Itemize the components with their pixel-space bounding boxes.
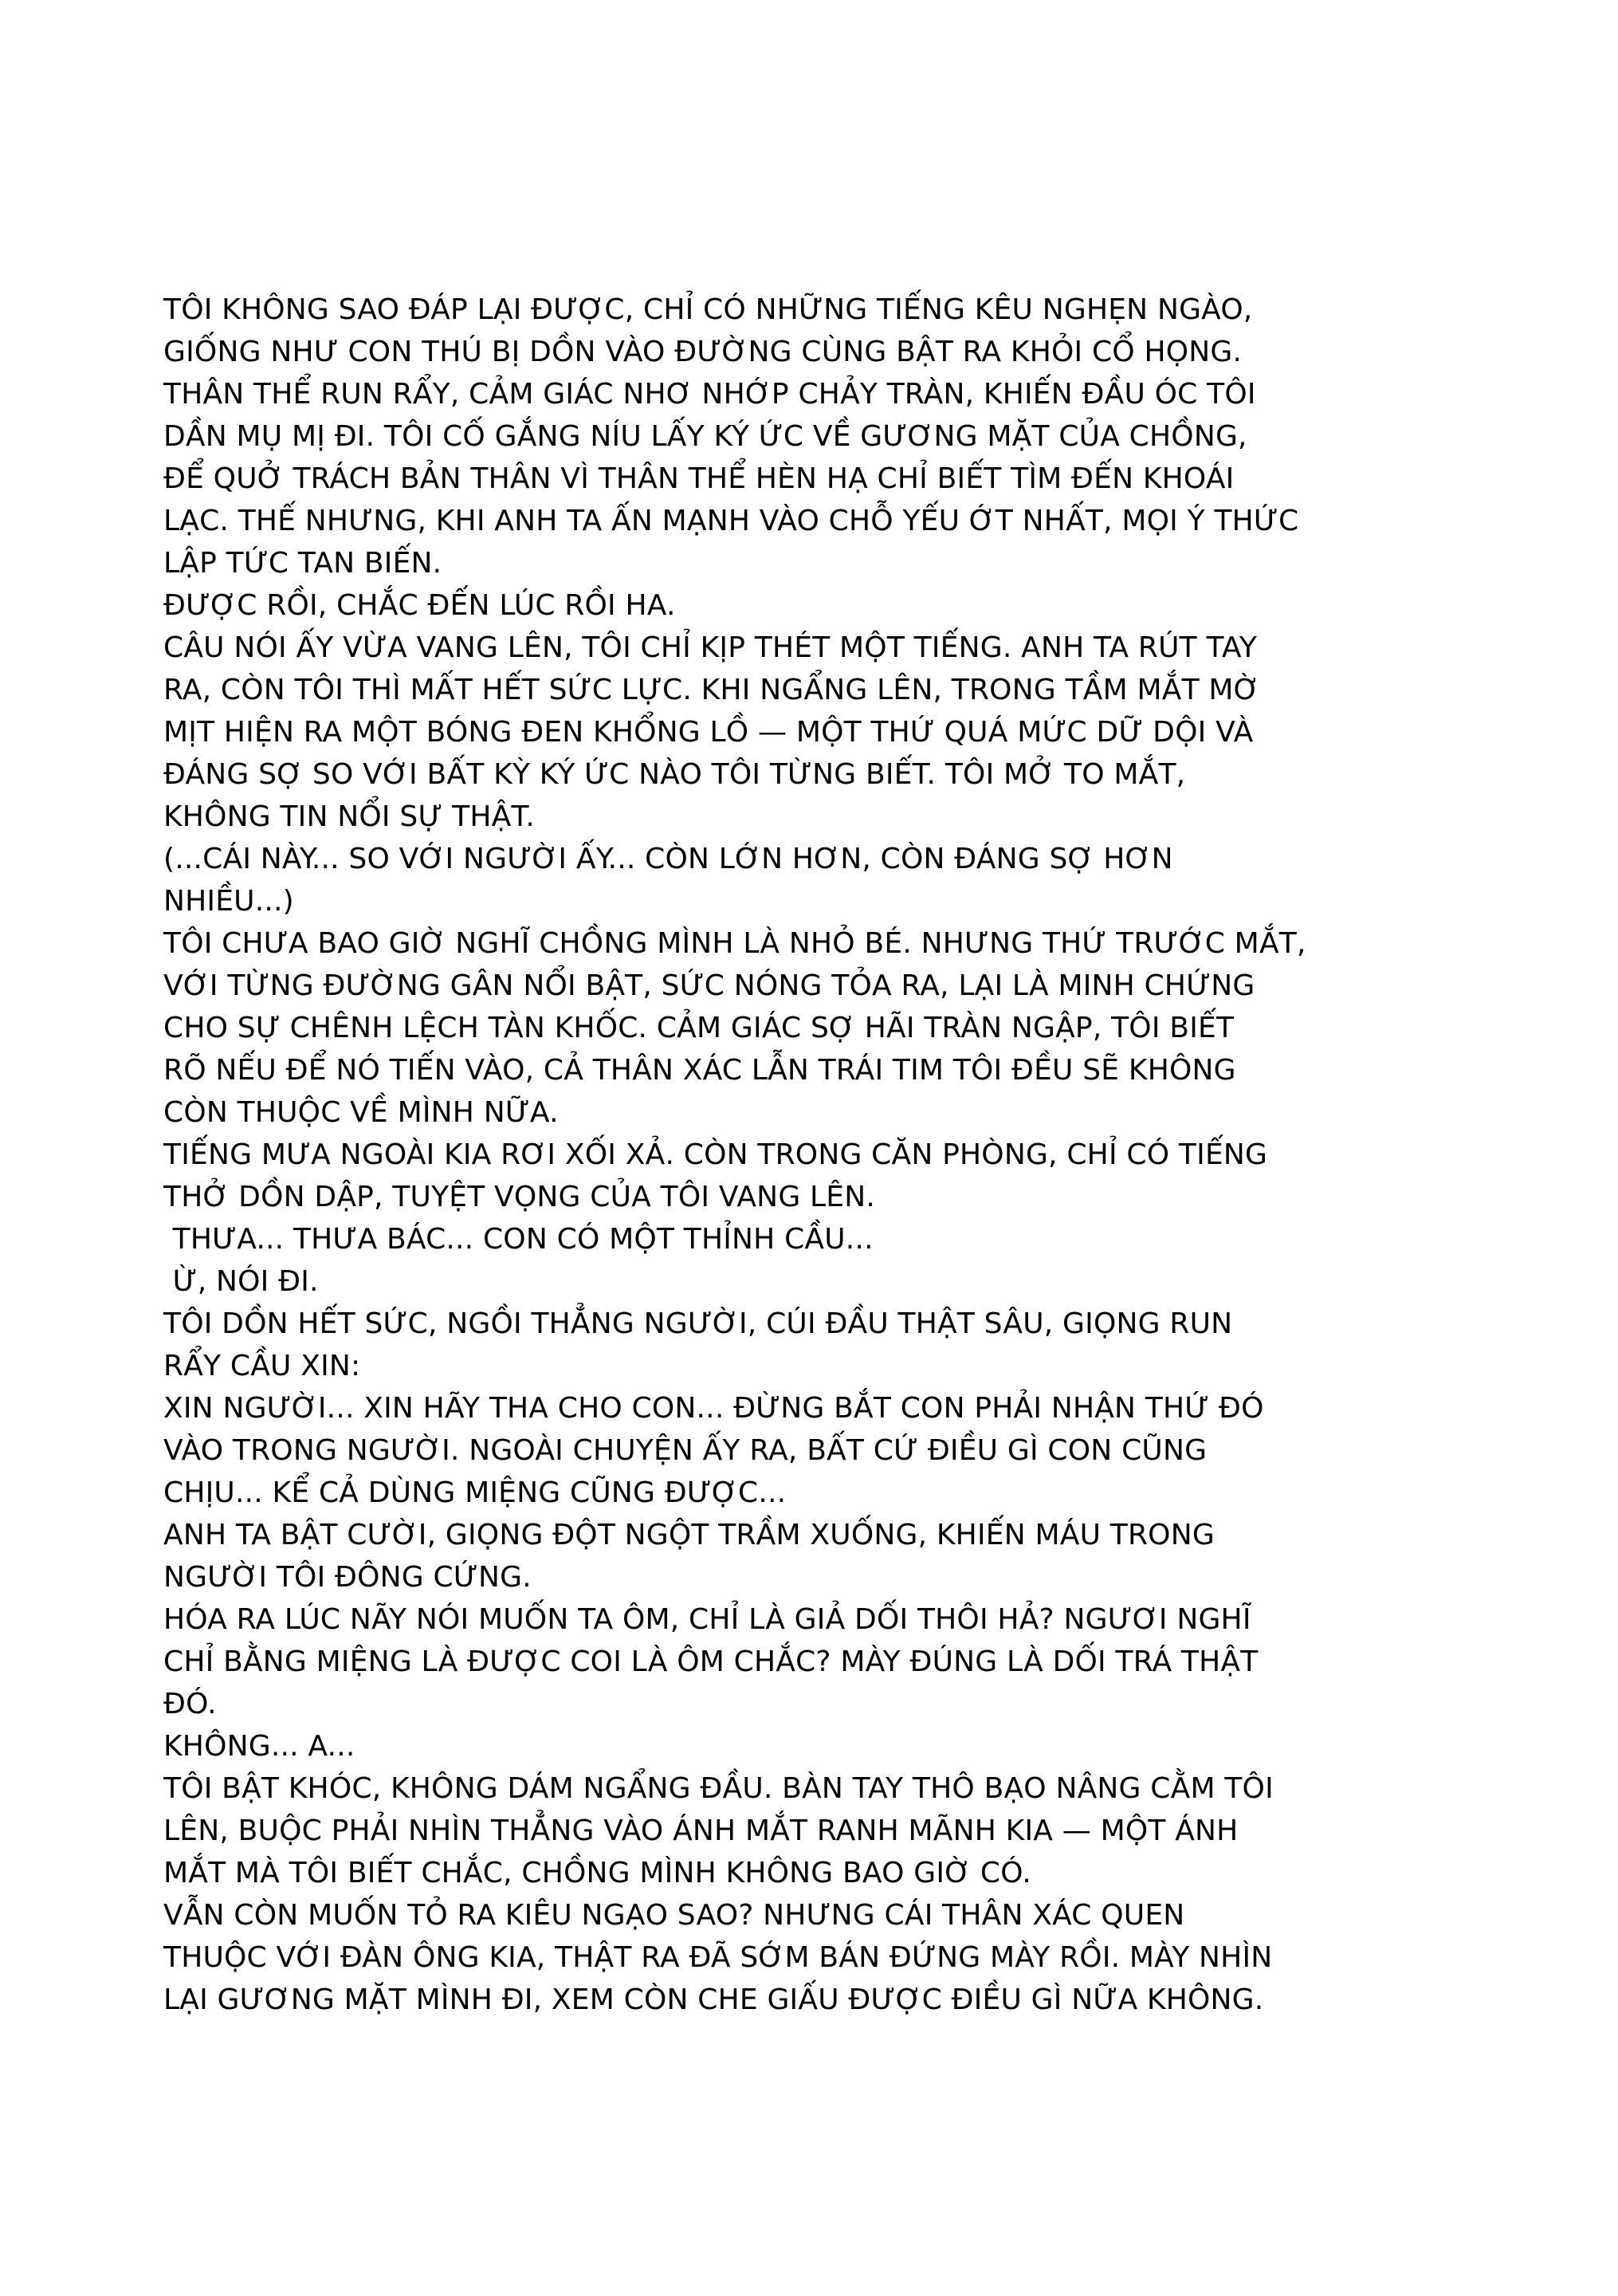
text-line: Ừ, NÓI ĐI. — [163, 1265, 319, 1298]
text-line: LẠC. THẾ NHƯNG, KHI ANH TA ẤN MẠNH VÀO CHỖ YẾU ỚT NHẤT, MỌI Ý THỨC — [163, 505, 1299, 537]
text-line: RÕ NẾU ĐỂ NÓ TIẾN VÀO, CẢ THÂN XÁC LẪN TRÁI TIM TÔI ĐỀU SẼ KHÔNG — [163, 1054, 1236, 1087]
text-line: ĐÓ. — [163, 1688, 217, 1720]
text-line: TÔI CHƯA BAO GIỜ NGHĨ CHỒNG MÌNH LÀ NHỎ BÉ. NHƯNG THỨ TRƯỚC MẮT, — [163, 927, 1306, 960]
text-line: LẠI GƯƠNG MẶT MÌNH ĐI, XEM CÒN CHE GIẤU ĐƯỢC ĐIỀU GÌ NỮA KHÔNG. — [163, 1983, 1264, 2016]
text-line: ĐƯỢC RỒI, CHẮC ĐẾN LÚC RỒI HA. — [163, 589, 676, 622]
text-line: MẮT MÀ TÔI BIẾT CHẮC, CHỒNG MÌNH KHÔNG BAO GIỜ CÓ. — [163, 1857, 1031, 1889]
text-line: THÂN THỂ RUN RẨY, CẢM GIÁC NHƠ NHỚP CHẢY TRÀN, KHIẾN ĐẦU ÓC TÔI — [163, 378, 1256, 411]
text-line: THƯA... THƯA BÁC... CON CÓ MỘT THỈNH CẦU... — [163, 1223, 874, 1256]
text-line: RA, CÒN TÔI THÌ MẤT HẾT SỨC LỰC. KHI NGẨNG LÊN, TRONG TẦM MẮT MỜ — [163, 674, 1260, 706]
text-line: THỞ DỒN DẬP, TUYỆT VỌNG CỦA TÔI VANG LÊN. — [163, 1181, 876, 1213]
text-line: CHỈ BẰNG MIỆNG LÀ ĐƯỢC COI LÀ ÔM CHẮC? MÀY ĐÚNG LÀ DỐI TRÁ THẬT — [163, 1645, 1259, 1678]
text-line: XIN NGƯỜI... XIN HÃY THA CHO CON... ĐỪNG BẮT CON PHẢI NHẬN THỨ ĐÓ — [163, 1392, 1264, 1425]
text-line: ĐỂ QUỞ TRÁCH BẢN THÂN VÌ THÂN THỂ HÈN HẠ CHỈ BIẾT TÌM ĐẾN KHOÁI — [163, 462, 1235, 495]
text-line: RẨY CẦU XIN: — [163, 1350, 361, 1382]
text-line: VÀO TRONG NGƯỜI. NGOÀI CHUYỆN ẤY RA, BẤT CỨ ĐIỀU GÌ CON CŨNG — [163, 1434, 1208, 1467]
text-line: ĐÁNG SỢ SO VỚI BẤT KỲ KÝ ỨC NÀO TÔI TỪNG BIẾT. TÔI MỞ TO MẮT, — [163, 758, 1186, 791]
text-line: CHỊU... KỂ CẢ DÙNG MIỆNG CŨNG ĐƯỢC... — [163, 1476, 787, 1509]
text-line: TIẾNG MƯA NGOÀI KIA RƠI XỐI XẢ. CÒN TRONG CĂN PHÒNG, CHỈ CÓ TIẾNG — [163, 1138, 1268, 1171]
text-block — [163, 289, 1383, 2021]
text-line: NHIỀU...) — [163, 885, 294, 918]
text-line: CÂU NÓI ẤY VỪA VANG LÊN, TÔI CHỈ KỊP THÉT MỘT TIẾNG. ANH TA RÚT TAY — [163, 631, 1258, 664]
text-line: MỊT HIỆN RA MỘT BÓNG ĐEN KHỔNG LỒ — MỘT THỨ QUÁ MỨC DỮ DỘI VÀ — [163, 716, 1254, 749]
text-line: VẪN CÒN MUỐN TỎ RA KIÊU NGẠO SAO? NHƯNG CÁI THÂN XÁC QUEN — [163, 1899, 1185, 1932]
text-line: CHO SỰ CHÊNH LỆCH TÀN KHỐC. CẢM GIÁC SỢ HÃI TRÀN NGẬP, TÔI BIẾT — [163, 1012, 1235, 1044]
text-line: DẦN MỤ MỊ ĐI. TÔI CỐ GẮNG NÍU LẤY KÝ ỨC VỀ GƯƠNG MẶT CỦA CHỒNG, — [163, 420, 1247, 453]
text-line: THUỘC VỚI ĐÀN ÔNG KIA, THẬT RA ĐÃ SỚM BÁN ĐỨNG MÀY RỒI. MÀY NHÌN — [163, 1941, 1273, 1974]
text-line: NGƯỜI TÔI ĐÔNG CỨNG. — [163, 1561, 532, 1594]
text-line: LẬP TỨC TAN BIẾN. — [163, 547, 442, 580]
text-line: TÔI BẬT KHÓC, KHÔNG DÁM NGẨNG ĐẦU. BÀN TAY THÔ BẠO NÂNG CẰM TÔI — [163, 1772, 1274, 1805]
text-line: (...CÁI NÀY... SO VỚI NGƯỜI ẤY... CÒN LỚN HƠN, CÒN ĐÁNG SỢ HƠN — [163, 843, 1173, 875]
text-line: CÒN THUỘC VỀ MÌNH NỮA. — [163, 1096, 559, 1129]
text-line: TÔI KHÔNG SAO ĐÁP LẠI ĐƯỢC, CHỈ CÓ NHỮNG TIẾNG KÊU NGHẸN NGÀO, — [163, 293, 1253, 326]
text-line: KHÔNG TIN NỔI SỰ THẬT. — [163, 800, 536, 833]
text-line: KHÔNG... A... — [163, 1730, 355, 1763]
text-line: HÓA RA LÚC NÃY NÓI MUỐN TA ÔM, CHỈ LÀ GIẢ DỐI THÔI HẢ? NGƯƠI NGHĨ — [163, 1603, 1251, 1636]
text-line: TÔI DỒN HẾT SỨC, NGỒI THẲNG NGƯỜI, CÚI ĐẦU THẬT SÂU, GIỌNG RUN — [163, 1307, 1233, 1340]
text-line: GIỐNG NHƯ CON THÚ BỊ DỒN VÀO ĐƯỜNG CÙNG BẬT RA KHỎI CỔ HỌNG. — [163, 336, 1243, 368]
text-line: VỚI TỪNG ĐƯỜNG GÂN NỔI BẬT, SỨC NÓNG TỎA RA, LẠI LÀ MINH CHỨNG — [163, 969, 1255, 1002]
text-line: LÊN, BUỘC PHẢI NHÌN THẲNG VÀO ÁNH MẮT RANH MÃNH KIA — MỘT ÁNH — [163, 1814, 1239, 1847]
text-line: ANH TA BẬT CƯỜI, GIỌNG ĐỘT NGỘT TRẦM XUỐNG, KHIẾN MÁU TRONG — [163, 1519, 1215, 1551]
